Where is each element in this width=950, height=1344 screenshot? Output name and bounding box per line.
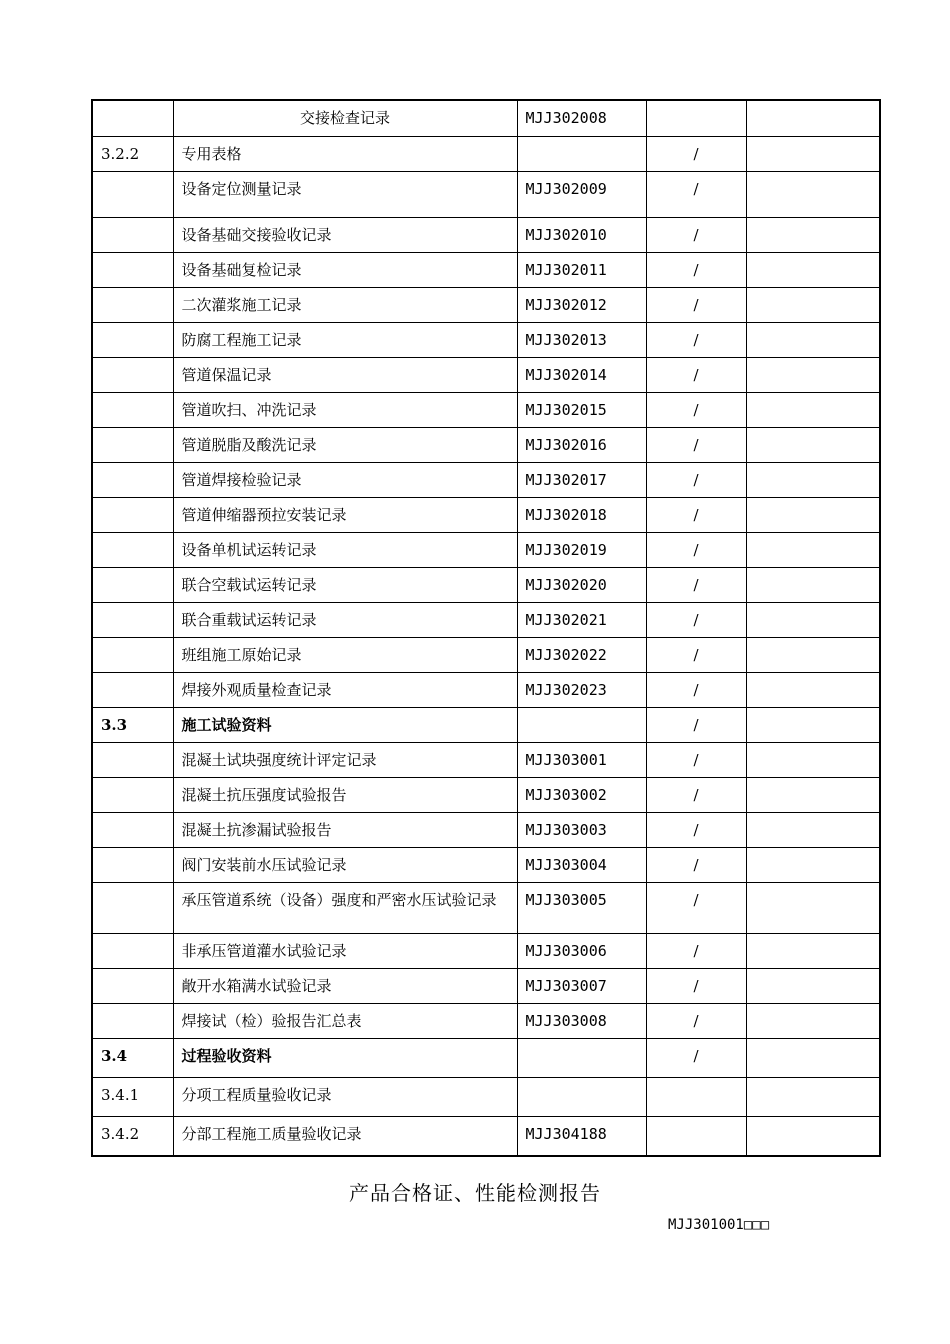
row-number [92, 602, 173, 637]
record-name: 管道焊接检验记录 [173, 462, 517, 497]
record-name: 敞开水箱满水试验记录 [173, 968, 517, 1003]
table-row [92, 602, 880, 637]
record-code: MJJ302022 [517, 637, 646, 672]
remarks-cell [746, 217, 880, 252]
record-code: MJJ302019 [517, 532, 646, 567]
table-row [92, 357, 880, 392]
record-code: MJJ303007 [517, 968, 646, 1003]
applicability-mark: / [646, 427, 746, 462]
row-number [92, 217, 173, 252]
table-row [92, 933, 880, 968]
row-number [92, 968, 173, 1003]
applicability-mark: / [646, 968, 746, 1003]
record-code: MJJ302009 [517, 171, 646, 217]
row-number [92, 497, 173, 532]
table-row [92, 462, 880, 497]
row-number [92, 777, 173, 812]
applicability-mark: / [646, 392, 746, 427]
remarks-cell [746, 707, 880, 742]
records-table [91, 99, 881, 1157]
table-row [92, 968, 880, 1003]
remarks-cell [746, 100, 880, 136]
row-number [92, 1003, 173, 1038]
remarks-cell [746, 532, 880, 567]
applicability-mark: / [646, 602, 746, 637]
remarks-cell [746, 742, 880, 777]
records-table-body [92, 100, 880, 1156]
table-row [92, 1003, 880, 1038]
record-code: MJJ302013 [517, 322, 646, 357]
remarks-cell [746, 777, 880, 812]
row-number [92, 532, 173, 567]
row-number [92, 847, 173, 882]
remarks-cell [746, 1077, 880, 1116]
remarks-cell [746, 672, 880, 707]
record-code: MJJ302021 [517, 602, 646, 637]
record-code: MJJ302014 [517, 357, 646, 392]
table-row [92, 100, 880, 136]
remarks-cell [746, 357, 880, 392]
table-row [92, 742, 880, 777]
row-number [92, 462, 173, 497]
section-title: 产品合格证、性能检测报告 [349, 1181, 601, 1205]
record-name: 分项工程质量验收记录 [173, 1077, 517, 1116]
record-name: 混凝土抗渗漏试验报告 [173, 812, 517, 847]
table-row [92, 1038, 880, 1077]
row-number [92, 357, 173, 392]
record-code: MJJ303006 [517, 933, 646, 968]
remarks-cell [746, 252, 880, 287]
record-code: MJJ302016 [517, 427, 646, 462]
remarks-cell [746, 1003, 880, 1038]
applicability-mark: / [646, 1003, 746, 1038]
table-row [92, 392, 880, 427]
record-name: 管道保温记录 [173, 357, 517, 392]
row-number [92, 171, 173, 217]
row-number [92, 392, 173, 427]
table-row [92, 497, 880, 532]
applicability-mark: / [646, 637, 746, 672]
applicability-mark [646, 100, 746, 136]
remarks-cell [746, 567, 880, 602]
record-name: 二次灌浆施工记录 [173, 287, 517, 322]
table-row [92, 812, 880, 847]
row-number [92, 882, 173, 933]
remarks-cell [746, 812, 880, 847]
record-code: MJJ303002 [517, 777, 646, 812]
record-code: MJJ303001 [517, 742, 646, 777]
record-name: 过程验收资料 [173, 1038, 517, 1077]
applicability-mark: / [646, 567, 746, 602]
applicability-mark [646, 1077, 746, 1116]
applicability-mark: / [646, 742, 746, 777]
applicability-mark: / [646, 136, 746, 171]
table-row [92, 707, 880, 742]
table-row [92, 1077, 880, 1116]
applicability-mark: / [646, 847, 746, 882]
applicability-mark: / [646, 532, 746, 567]
record-name: 防腐工程施工记录 [173, 322, 517, 357]
row-number [92, 287, 173, 322]
record-name: 交接检查记录 [173, 100, 517, 136]
table-row [92, 1116, 880, 1156]
applicability-mark: / [646, 497, 746, 532]
record-name: 设备单机试运转记录 [173, 532, 517, 567]
remarks-cell [746, 602, 880, 637]
row-number [92, 812, 173, 847]
table-row [92, 171, 880, 217]
row-number: 3.3 [92, 707, 173, 742]
record-code: MJJ303008 [517, 1003, 646, 1038]
applicability-mark: / [646, 882, 746, 933]
table-row [92, 532, 880, 567]
remarks-cell [746, 462, 880, 497]
row-number [92, 100, 173, 136]
table-row [92, 322, 880, 357]
remarks-cell [746, 427, 880, 462]
applicability-mark: / [646, 357, 746, 392]
applicability-mark: / [646, 707, 746, 742]
applicability-mark: / [646, 462, 746, 497]
remarks-cell [746, 847, 880, 882]
applicability-mark: / [646, 287, 746, 322]
table-row [92, 847, 880, 882]
record-name: 设备基础交接验收记录 [173, 217, 517, 252]
table-row [92, 567, 880, 602]
record-name: 管道伸缩器预拉安装记录 [173, 497, 517, 532]
remarks-cell [746, 171, 880, 217]
remarks-cell [746, 1038, 880, 1077]
record-code: MJJ303004 [517, 847, 646, 882]
remarks-cell [746, 136, 880, 171]
row-number [92, 427, 173, 462]
applicability-mark: / [646, 322, 746, 357]
applicability-mark: / [646, 252, 746, 287]
table-row [92, 882, 880, 933]
row-number [92, 672, 173, 707]
remarks-cell [746, 968, 880, 1003]
row-number [92, 637, 173, 672]
record-code: MJJ302012 [517, 287, 646, 322]
row-number [92, 322, 173, 357]
record-code [517, 707, 646, 742]
table-row [92, 672, 880, 707]
remarks-cell [746, 1116, 880, 1156]
applicability-mark: / [646, 1038, 746, 1077]
record-name: 混凝土试块强度统计评定记录 [173, 742, 517, 777]
record-name: 管道吹扫、冲洗记录 [173, 392, 517, 427]
remarks-cell [746, 497, 880, 532]
row-number: 3.4.2 [92, 1116, 173, 1156]
row-number [92, 567, 173, 602]
record-name: 班组施工原始记录 [173, 637, 517, 672]
record-name: 非承压管道灌水试验记录 [173, 933, 517, 968]
remarks-cell [746, 933, 880, 968]
record-code: MJJ302008 [517, 100, 646, 136]
applicability-mark: / [646, 777, 746, 812]
record-name: 焊接试（检）验报告汇总表 [173, 1003, 517, 1038]
record-code: MJJ302017 [517, 462, 646, 497]
table-row [92, 217, 880, 252]
applicability-mark: / [646, 812, 746, 847]
record-code: MJJ302020 [517, 567, 646, 602]
record-name: 焊接外观质量检查记录 [173, 672, 517, 707]
record-name: 混凝土抗压强度试验报告 [173, 777, 517, 812]
row-number: 3.2.2 [92, 136, 173, 171]
remarks-cell [746, 392, 880, 427]
applicability-mark: / [646, 217, 746, 252]
table-row [92, 427, 880, 462]
row-number [92, 933, 173, 968]
record-name: 联合重载试运转记录 [173, 602, 517, 637]
table-row [92, 287, 880, 322]
remarks-cell [746, 322, 880, 357]
table-row [92, 637, 880, 672]
row-number: 3.4 [92, 1038, 173, 1077]
record-code: MJJ302015 [517, 392, 646, 427]
record-code: MJJ302023 [517, 672, 646, 707]
record-code: MJJ304188 [517, 1116, 646, 1156]
record-code [517, 1038, 646, 1077]
record-code: MJJ303003 [517, 812, 646, 847]
applicability-mark: / [646, 171, 746, 217]
applicability-mark: / [646, 672, 746, 707]
remarks-cell [746, 287, 880, 322]
table-row [92, 777, 880, 812]
record-code: MJJ302018 [517, 497, 646, 532]
record-name: 施工试验资料 [173, 707, 517, 742]
record-code [517, 1077, 646, 1116]
row-number [92, 742, 173, 777]
record-code [517, 136, 646, 171]
record-name: 专用表格 [173, 136, 517, 171]
record-name: 设备基础复检记录 [173, 252, 517, 287]
record-name: 分部工程施工质量验收记录 [173, 1116, 517, 1156]
table-row [92, 252, 880, 287]
record-name: 联合空载试运转记录 [173, 567, 517, 602]
applicability-mark: / [646, 933, 746, 968]
record-name: 设备定位测量记录 [173, 171, 517, 217]
row-number [92, 252, 173, 287]
remarks-cell [746, 882, 880, 933]
table-row [92, 136, 880, 171]
remarks-cell [746, 637, 880, 672]
row-number: 3.4.1 [92, 1077, 173, 1116]
record-name: 阀门安装前水压试验记录 [173, 847, 517, 882]
record-code: MJJ303005 [517, 882, 646, 933]
record-code: MJJ302010 [517, 217, 646, 252]
form-code: MJJ301001□□□ [668, 1217, 770, 1233]
record-name: 管道脱脂及酸洗记录 [173, 427, 517, 462]
record-name: 承压管道系统（设备）强度和严密水压试验记录 [173, 882, 517, 933]
record-code: MJJ302011 [517, 252, 646, 287]
applicability-mark [646, 1116, 746, 1156]
